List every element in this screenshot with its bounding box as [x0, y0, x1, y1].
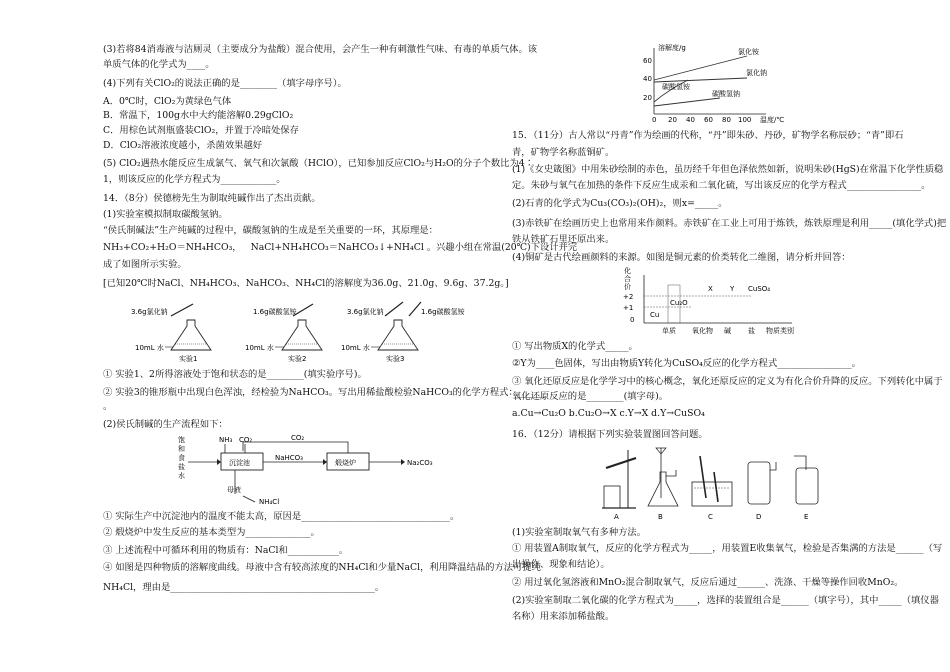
- cu-ytick-plus1: +1: [623, 304, 634, 312]
- cu-xtick-oxide: 氧化物: [692, 327, 713, 335]
- experiments-figure: [103, 294, 503, 368]
- label-e: E: [804, 513, 809, 521]
- cu-xtick-class: 物质类别: [766, 327, 794, 335]
- exp1-reagent-label: 3.6g氯化钠: [131, 308, 168, 316]
- label-d: D: [756, 513, 762, 521]
- sol-ytick-60: 60: [643, 57, 652, 65]
- exp1-water-label: 10mL 水: [135, 344, 164, 352]
- cu-xtick-element: 单质: [662, 327, 676, 335]
- cu-point-cu: Cu: [650, 311, 660, 319]
- sol-legend-nh4cl: 氯化铵: [738, 48, 759, 56]
- q14-sub1: ① 实验1、2所得溶液处于饱和状态的是________(填实验序号)。: [103, 369, 367, 380]
- exp2-caption: 实验2: [288, 355, 307, 363]
- q15-part3: (3)赤铁矿在绘画历史上也常用来作颜料。赤铁矿在工业上可用于炼铁，炼铁原理是利用_____(填化学式)把: [512, 218, 947, 229]
- solubility-chart: [642, 42, 792, 124]
- alcohol-lamp: [604, 486, 620, 508]
- q13-part3-line1: (3)若将84消毒液与洁厕灵（主要成分为盐酸）混合使用，会产生一种有刺激性气味、有毒的单质气体。该: [103, 44, 538, 55]
- flow-pool-label: 沉淀池: [229, 459, 250, 467]
- q14-d3: ③ 上述流程中可循环利用的物质有：NaCl和___________。: [103, 545, 349, 556]
- sol-ytick-40: 40: [643, 75, 652, 83]
- q14-d4: ④ 如图是四种物质的溶解度曲线。母液中含有较高浓度的NH₄Cl和少量NaCl，利用降温结晶的方法可提纯: [103, 562, 541, 573]
- exp1-spatula: [171, 304, 193, 316]
- co2-recycle-line: [243, 442, 348, 453]
- q15-e3: ③ 氧化还原反应是化学学习中的核心概念，氧化还原反应的定义为有化合价升降的反应。下列转化中属于: [512, 376, 943, 387]
- exp3-spatula-1: [385, 302, 403, 316]
- label-a: A: [614, 513, 619, 521]
- flow-na2co3-label: Na₂CO₃: [407, 459, 433, 467]
- cu-ytick-0: 0: [630, 316, 635, 324]
- q13-part5-line2: 1，则该反应的化学方程式为____________。: [103, 174, 286, 185]
- cu-xtick-base: 碱: [724, 327, 731, 335]
- q15-part1: (1)《女史箴图》中用朱砂绘制的赤色，虽历经千年但色泽依然如新，说明朱砂(HgS)在常温下化学性质稳: [512, 164, 944, 175]
- experiment-1: [131, 304, 211, 363]
- q16-title: 16．（12分）请根据下列实验装置图回答问题。: [512, 429, 708, 440]
- cu-point-y: Y: [730, 285, 735, 293]
- apparatus-b: [648, 448, 678, 521]
- q13-part3-line2: 单质气体的化学式为____。: [103, 59, 215, 70]
- exp2-reagent-label: 1.6g碳酸氢铵: [253, 308, 297, 316]
- q15-title-cont: 青，矿物学名称蓝铜矿。: [512, 147, 615, 158]
- flow-mother-liquor-label: 母液: [227, 486, 241, 494]
- q15-title: 15．（11分）古人常以“丹青”作为绘画的代称，“丹”即朱砂、丹砂，矿物学名称辰砂；“青”即石: [512, 130, 904, 141]
- sol-legend-nh4hco3: 碳酸氢铵: [662, 83, 690, 91]
- equation-c: 。兴趣小组在常温(20℃)下设计并完: [426, 242, 578, 253]
- sol-ytick-20: 20: [643, 94, 652, 102]
- q16-f2-cont: 出操作、现象和结论）。: [512, 559, 610, 570]
- apparatus-a: [602, 450, 636, 521]
- exp3-flask: [378, 320, 418, 350]
- sol-xtick-40: 40: [686, 116, 695, 124]
- q16-f3: ② 用过氧化氢溶液和MnO₂混合制取氧气，反应后通过______、洗涤、干燥等操作回收MnO₂。: [512, 577, 904, 588]
- conical-flask-b: [648, 472, 678, 506]
- exp3-water-label: 10mL 水: [341, 344, 370, 352]
- q15-part3-cont: 铁从铁矿石里还原出来。: [512, 234, 615, 245]
- q16-part2-cont: 名称）用来添加稀盐酸。: [512, 611, 615, 622]
- exp3-caption: 实验3: [386, 355, 405, 363]
- sol-x-label: 温度/℃: [760, 116, 785, 124]
- cu-y-label: 化合价: [624, 267, 631, 291]
- q13-part5-line1: (5) ClO₂遇热水能反应生成氯气、氧气和次氯酸（HClO），已知参加反应ClO₂与H₂O的分子个数比为4∶: [103, 158, 534, 169]
- q14-d2: ② 煅烧炉中发生反应的基本类型为______________。: [103, 527, 320, 538]
- exp2-water-label: 10mL 水: [245, 344, 274, 352]
- apparatus-e: [794, 456, 818, 521]
- q15-e1: ① 写出物质X的化学式_____。: [512, 341, 638, 352]
- exp3-reagent2-label: 1.6g碳酸氢铵: [421, 308, 465, 316]
- q15-part4: (4)铜矿是古代绘画颜料的来源。如图是铜元素的价类转化二维图，请分析并回答：: [512, 252, 851, 263]
- sol-legend-nacl: 氯化钠: [746, 69, 767, 77]
- label-c: C: [708, 513, 713, 521]
- cu-ytick-plus2: +2: [623, 293, 634, 301]
- curve-nh4cl: [654, 56, 747, 80]
- gas-bottle-d: [748, 462, 770, 504]
- flow-nahco3-label: NaHCO₃: [275, 454, 303, 462]
- option-d: D．ClO₂溶液浓度越小，杀菌效果越好: [103, 140, 263, 151]
- q14-part1: (1)实验室模拟制取碳酸氢钠。: [103, 209, 228, 220]
- flow-nh3-label: NH₃: [219, 436, 233, 444]
- apparatus-d: [748, 462, 776, 521]
- flow-co2-recycle-label: CO₂: [291, 434, 305, 442]
- exp3-spatula-2: [409, 302, 421, 316]
- flow-feed-vertical: 饱和 食盐 水: [178, 436, 185, 480]
- equation-b: NaCl+NH₄HCO₃＝NaHCO₃↓+NH₄Cl: [250, 242, 424, 253]
- q15-part2: (2)石青的化学式为Cu₃(CO₃)₂(OH)₂，则x=_____。: [512, 198, 728, 209]
- cu-xtick-salt: 盐: [748, 327, 755, 335]
- q16-part1: (1)实验室制取氧气有多种方法。: [512, 527, 647, 538]
- q15-e3-cont: 氧化还原反应的是________(填字母)。: [512, 391, 669, 402]
- option-b: B．常温下，100g水中大约能溶解0.29gClO₂: [103, 110, 294, 121]
- sol-xtick-60: 60: [704, 116, 713, 124]
- q16-part2: (2)实验室制取二氧化碳的化学方程式为_____，选择的装置组合是______（填字号），其中_____（填仪器: [512, 595, 939, 606]
- production-flow-diagram: [163, 434, 483, 506]
- curve-nahco3: [654, 98, 720, 106]
- q14-title: 14．（8分）侯德榜先生为制取纯碱作出了杰出贡献。: [103, 193, 321, 204]
- equation-line: [103, 242, 577, 254]
- flow-nh4cl-label: NH₄Cl: [259, 498, 280, 506]
- exp1-flask: [171, 320, 211, 350]
- water-trough: [692, 482, 732, 506]
- q14-sub2-end: 。: [103, 401, 113, 412]
- apparatus-c: [692, 456, 732, 521]
- option-c: C．用棕色试剂瓶盛装ClO₂，并置于冷暗处保存: [103, 125, 299, 136]
- sol-xtick-100: 100: [738, 116, 752, 124]
- q14-principle: “侯氏制碱法”生产纯碱的过程中，碳酸氢钠的生成是至关重要的一环，其原理是：: [103, 225, 438, 236]
- apparatus-figure: [600, 442, 850, 522]
- flow-co2-label: CO₂: [239, 436, 253, 444]
- q15-e3-options: a.Cu→Cu₂O b.Cu₂O→X c.Y→X d.Y→CuSO₄: [512, 408, 705, 419]
- equation-a: NH₃+CO₂+H₂O＝NH₄HCO₃，: [103, 242, 242, 253]
- curve-nacl: [654, 78, 747, 82]
- q14-sub2: ② 实验3的锥形瓶中出现白色浑浊，经检验为NaHCO₃。写出用稀盐酸检验NaHCO₃的化学方程式：______: [103, 387, 546, 398]
- sol-xtick-0: 0: [652, 116, 657, 124]
- q14-part2: (2)侯氏制碱的生产流程如下：: [103, 419, 228, 430]
- q13-part4: (4)下列有关ClO₂的说法正确的是________（填字母序号）。: [103, 78, 347, 89]
- q14-experiment-intro: 成了如图所示实验。: [103, 259, 187, 270]
- gas-bottle-e: [796, 468, 818, 504]
- q14-d1: ① 实际生产中沉淀池内的温度不能太高，原因是________________________________。: [103, 511, 460, 522]
- experiment-3: [341, 302, 466, 363]
- cu-point-x: X: [708, 285, 713, 293]
- label-b: B: [658, 513, 663, 521]
- flow-furnace-label: 煅烧炉: [335, 459, 356, 467]
- exp2-flask: [282, 320, 322, 350]
- sol-xtick-20: 20: [668, 116, 677, 124]
- copper-valence-chart: [622, 265, 812, 337]
- test-tube: [606, 458, 636, 468]
- experiment-2: [245, 304, 322, 363]
- q16-f2: ① 用装置A制取氧气，反应的化学方程式为_____，用装置E收集氧气，检验是否集满的方法是______（写: [512, 543, 943, 554]
- option-a: A．0℃时，ClO₂为黄绿色气体: [103, 96, 232, 107]
- sol-xtick-80: 80: [722, 116, 731, 124]
- exp1-caption: 实验1: [179, 355, 198, 363]
- cu-point-cu2o: Cu₂O: [670, 299, 688, 307]
- solubility-note: [已知20℃时NaCl、NH₄HCO₃、NaHCO₃、NH₄Cl的溶解度为36.0g、21.0g、9.6g、37.2g。]: [103, 278, 509, 289]
- q14-d4-end: NH₄Cl，理由是____________________________________________。: [103, 582, 385, 593]
- cu-point-cuso4: CuSO₄: [748, 285, 771, 293]
- exp3-reagent1-label: 3.6g氯化钠: [347, 308, 384, 316]
- q15-part1-cont: 定。朱砂与氧气在加热的条件下反应生成汞和二氧化硫，写出该反应的化学方程式________________。: [512, 180, 931, 191]
- q15-e2: ②Y为____色固体，写出由物质Y转化为CuSO₄反应的化学方程式________________。: [512, 358, 861, 369]
- sol-legend-nahco3: 碳酸氢钠: [712, 90, 740, 98]
- sol-y-label: 溶解度/g: [658, 44, 686, 52]
